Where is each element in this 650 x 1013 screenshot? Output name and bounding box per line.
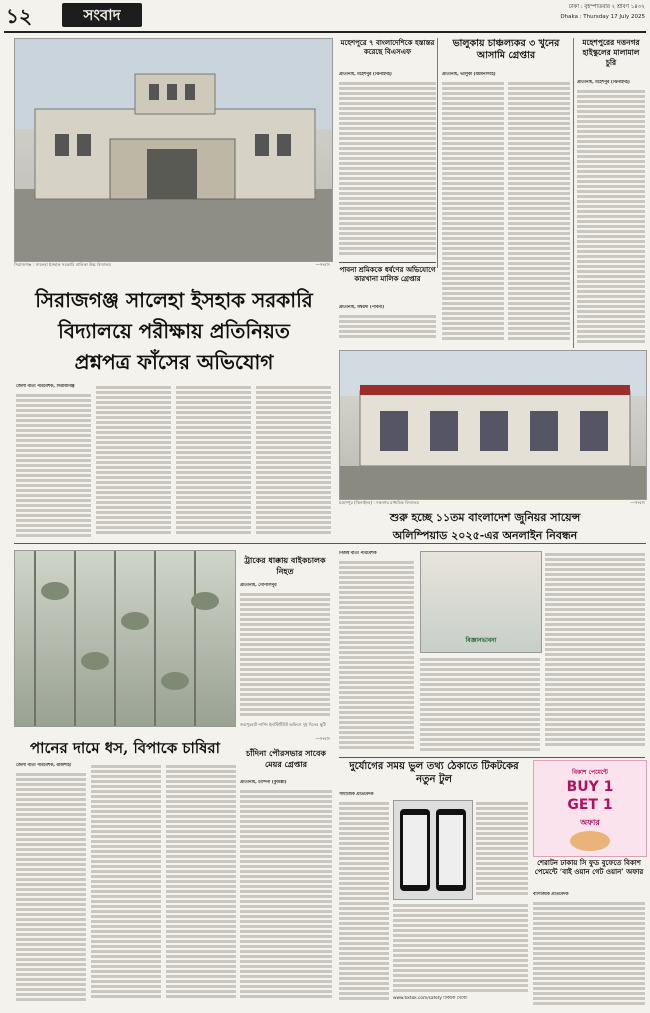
school-front-illustration: [340, 351, 646, 499]
ad-food-plate: [570, 831, 610, 851]
story-body: [16, 771, 86, 1006]
story-body: [339, 559, 414, 754]
school-front-photo: [339, 350, 647, 500]
story-body: [339, 313, 436, 341]
section-rule: [339, 757, 645, 758]
olympiad-banner-photo: [420, 551, 542, 653]
story-headline: পাবনা শ্রমিককে ধর্ষণের অভিযোগে কারখানা মালিক গ্রেপ্তার: [339, 265, 436, 283]
betel-leaf-illustration: [15, 551, 235, 726]
page-number: ১২: [6, 4, 32, 28]
header-rule: [4, 31, 646, 33]
ad-text-line1: বিকাশ পেমেন্টে: [571, 769, 608, 776]
story-byline: জেলা বার্তা পরিবেশক, সিরাজগঞ্জ: [16, 384, 75, 389]
main-headline-line3: প্রশ্নপত্র ফাঁসের অভিযোগ: [74, 350, 274, 374]
story-body: [256, 384, 331, 540]
photo-caption-school-front: মহেশপুর (ঝিনাইদহ) : দত্তনগর মাধ্যমিক বিদ্যালয়: [339, 500, 419, 505]
story-body: [240, 591, 330, 721]
story-body: [339, 80, 436, 258]
header-date-bangla: ঢাকা : বৃহস্পতিবার ২ শ্রাবণ ১৪৩২: [568, 4, 645, 10]
story-body: [508, 80, 570, 345]
story-headline: দুর্যোগের সময় ভুল তথ্য ঠেকাতে টিকটকের নতুন টুল: [349, 761, 519, 785]
story-body: [96, 384, 171, 540]
story-body: [476, 800, 528, 898]
ad-text-buy: BUY 1: [566, 779, 614, 795]
story-body: [240, 788, 332, 1006]
main-headline-line1: সিরাজগঞ্জ সালেহা ইসহাক সরকারি: [35, 288, 313, 312]
story-byline: নিজস্ব বার্তা পরিবেশক: [339, 551, 377, 556]
column-divider: [437, 38, 438, 268]
photo-credit-nursing: —সংবাদ: [315, 736, 330, 741]
school-building-photo: [14, 38, 333, 262]
story-body: [577, 88, 645, 346]
story-headline-line2: অলিম্পিয়াড ২০২৫-এর অনলাইন নিবন্ধন: [392, 529, 578, 542]
column-divider: [573, 38, 574, 348]
story-footer-link: www.tiktok.com/safety টিকটক থেকে।: [393, 996, 468, 1001]
story-byline: বাণিজ্যিক প্রতিবেদক: [533, 892, 569, 897]
story-headline: মহেশপুরের দত্তনগর হাইস্কুলের মালামাল চুরি: [582, 38, 640, 67]
tiktok-phones-photo: [393, 800, 473, 900]
story-body: [533, 900, 645, 1006]
ad-text-offer: অফার: [580, 818, 600, 827]
story-headline: ভালুকায় চাঞ্চল্যকর ৩ খুনের আসামি গ্রেপ্তার: [452, 38, 560, 61]
story-body: [420, 656, 540, 754]
story-body: [166, 763, 236, 1006]
story-body: [176, 384, 251, 540]
betel-leaf-photo: [14, 550, 236, 727]
story-headline: শেরাটন ঢাকায় সি ফুড বুফেতে বিকাশ পেমেন্টে ‘বাই ওয়ান গেট ওয়ান’ অফার: [534, 858, 644, 876]
story-byline: প্রতিনিধি, ঈশ্বরদী (পাবনা): [339, 305, 385, 310]
story-body: [393, 902, 528, 992]
phone-mockup-illustration: [394, 801, 472, 899]
school-building-illustration: [15, 39, 332, 261]
story-body: [339, 800, 389, 1000]
story-headline: পানের দামে ধস, বিপাকে চাষিরা: [29, 739, 221, 757]
header-date-english: Dhaka : Thursday 17 July 2025: [560, 14, 645, 20]
story-byline: প্রতিনিধি, ভালুকা (ময়মনসিংহ): [442, 72, 496, 77]
story-body: [16, 392, 91, 540]
story-body: [91, 763, 161, 1006]
photo-credit-school: —সংবাদ: [315, 262, 330, 267]
masthead-logo: সংবাদ: [62, 3, 142, 27]
story-byline: প্রতিনিধি, মহেশপুর (ঝিনাইদহ): [577, 80, 630, 85]
story-byline: প্রতিনিধি, গোপালপুর: [240, 583, 277, 588]
bkash-ad-image: [533, 760, 647, 857]
story-body: [442, 80, 504, 345]
photo-caption-nursing: জয়পুরহাট নার্সিং ইনস্টিটিউট অফিসে দুই দিনের ছুটি: [240, 722, 326, 727]
photo-credit-school-front: —সংবাদ: [630, 500, 645, 505]
story-headline: মহেশপুরে ৭ বাংলাদেশিকে হস্তান্তর করেছে বিএসএফ: [340, 38, 435, 56]
story-byline: সামাজিক প্রতিবেদক: [339, 792, 374, 797]
story-byline: জেলা বার্তা পরিবেশক, রাজশাহী: [16, 763, 72, 768]
story-byline: প্রতিনিধি, চান্দিনা (কুমিল্লা): [240, 780, 287, 785]
story-headline: চাঁদিনা পৌরসভার সাবেক মেয়র গ্রেপ্তার: [246, 748, 326, 769]
story-body: [545, 551, 645, 751]
story-byline: প্রতিনিধি, মহেশপুর (ঝিনাইদহ): [339, 72, 392, 77]
photo-caption-school: সিরাজগঞ্জ : সালেহা ইসহাক সরকারি বালিকা উচ্চ বিদ্যালয়: [14, 262, 111, 267]
story-headline-line1: শুরু হচ্ছে ১১তম বাংলাদেশ জুনিয়র সায়েন্স: [389, 511, 581, 524]
story-headline: ট্রাকের ধাক্কায় বাইকচালক নিহত: [244, 555, 326, 576]
olympiad-banner-label: বিজ্ঞানভাবনা: [465, 637, 497, 644]
section-rule: [339, 262, 436, 263]
main-headline-line2: বিদ্যালয়ে পরীক্ষায় প্রতিনিয়ত: [58, 319, 290, 343]
ad-text-get: GET 1: [567, 797, 613, 813]
